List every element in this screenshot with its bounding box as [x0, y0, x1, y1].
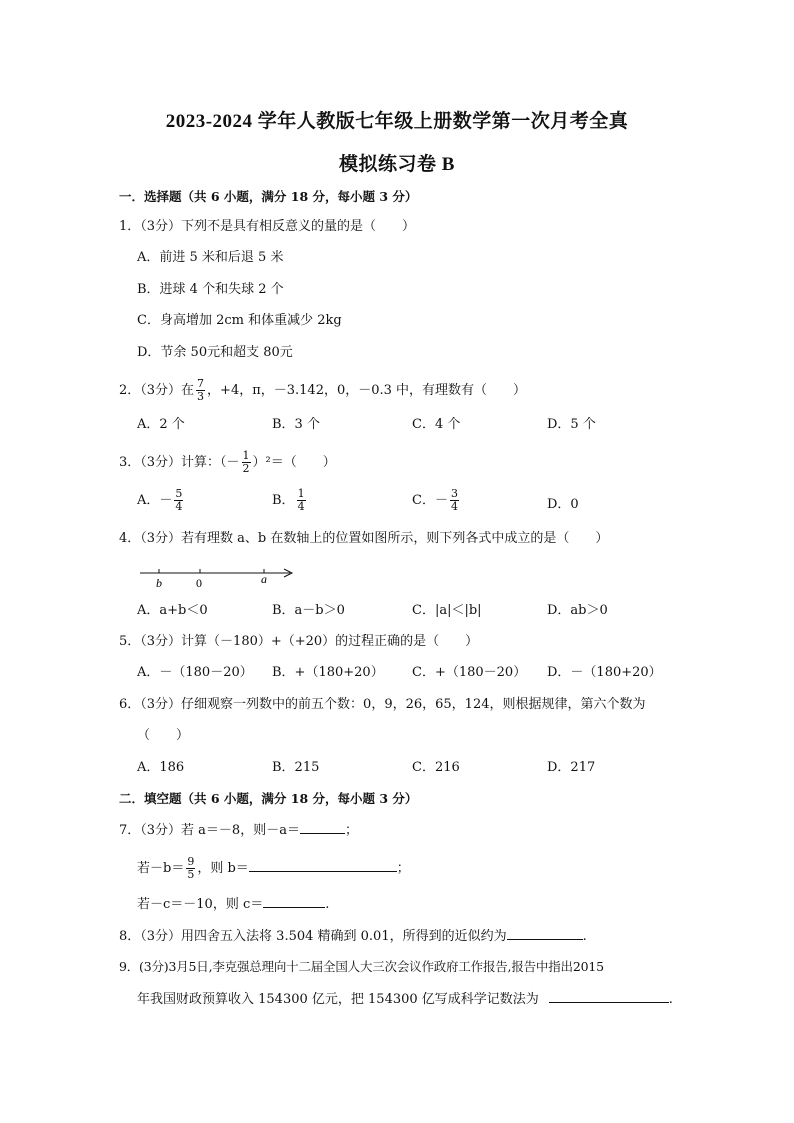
q9-end: .: [668, 992, 673, 1007]
q3-option-b-label: B．: [272, 493, 295, 508]
q7-line1: [119, 820, 358, 840]
q3-option-a-label: A．－: [137, 493, 173, 508]
q1-stem: 1．（3分）下列不是具有相反意义的量的是（ ）: [119, 219, 416, 234]
q8-stem: [119, 926, 587, 946]
q3-stem: [119, 450, 336, 475]
q3-prefix: 3．（3分）计算：（－: [119, 455, 240, 470]
q3-suffix: ）²＝（ ）: [252, 455, 336, 470]
q3-option-b-fraction: [297, 488, 306, 513]
q7-line2: [137, 856, 410, 881]
q7-answer-blank-2[interactable]: [249, 858, 397, 872]
page-title-line1: 2023-2024 学年人教版七年级上册数学第一次月考全真: [165, 111, 629, 132]
q6-option-d: D．217: [547, 760, 596, 775]
q7-line3: [137, 894, 329, 914]
q2-suffix: ，+4，π，－3.142，0，－0.3 中，有理数有（ ）: [207, 383, 527, 398]
q1-option-a: A．前进 5 米和后退 5 米: [137, 250, 284, 265]
q3-option-d: D．0: [547, 497, 579, 512]
q3-option-b-num: 1: [297, 487, 305, 500]
q7-answer-blank-3[interactable]: [263, 894, 325, 908]
q3-option-b: [272, 488, 308, 513]
q3-option-c-fraction: [450, 488, 459, 513]
q2-option-b: B．3 个: [272, 417, 320, 432]
q8-answer-blank[interactable]: [507, 926, 583, 940]
q1-option-c: C．身高增加 2cm 和体重减少 2kg: [137, 313, 342, 328]
q2-fraction: [196, 378, 205, 403]
q7-frac-den: 5: [187, 868, 195, 881]
q7-frac-num: 9: [187, 855, 195, 868]
q5-option-b: B．+（180+20）: [272, 665, 384, 680]
number-line-label-zero: 0: [196, 576, 202, 590]
q7-line3-end: .: [325, 897, 330, 912]
q3-option-b-den: 4: [297, 500, 305, 513]
q7-line2-text: 若－b＝: [137, 861, 185, 876]
q3-frac-den: 2: [242, 462, 250, 475]
q7-line2-end: ；: [396, 861, 410, 876]
q6-option-a: A．186: [137, 760, 185, 775]
q3-fraction: [242, 450, 251, 475]
q2-stem: [119, 378, 526, 403]
number-line-label-b: b: [156, 576, 162, 590]
q4-stem: 4．（3分）若有理数 a、b 在数轴上的位置如图所示，则下列各式中成立的是（ ）: [119, 531, 609, 546]
q2-frac-num: 7: [197, 377, 205, 390]
q3-option-c-label: C．－: [412, 493, 448, 508]
q6-stem-continued: （ ）: [137, 728, 190, 743]
q3-option-c: [412, 488, 461, 513]
q6-option-c: C．216: [412, 760, 460, 775]
q6-stem: 6．（3分）仔细观察一列数中的前五个数：0，9，26，65，124，则根据规律，第六个数为: [119, 697, 646, 712]
q3-option-a-num: 5: [175, 487, 183, 500]
q7-line1-text: 7．（3分）若 a＝－8，则－a＝: [119, 823, 300, 838]
q4-option-c: C．|a|＜|b|: [412, 603, 482, 618]
q4-option-a: A．a+b＜0: [137, 603, 208, 618]
q9-line2: [137, 989, 673, 1009]
q3-option-c-den: 4: [450, 500, 458, 513]
q8-end: .: [582, 929, 587, 944]
q7-line1-end: ；: [344, 823, 358, 838]
q4-option-b: B．a－b＞0: [272, 603, 345, 618]
q3-option-a-fraction: [174, 488, 183, 513]
q2-frac-den: 3: [197, 390, 205, 403]
number-line-figure: [138, 563, 298, 593]
q3-option-a-den: 4: [175, 500, 183, 513]
q6-option-b: B．215: [272, 760, 320, 775]
q1-option-b: B．进球 4 个和失球 2 个: [137, 282, 284, 297]
q5-option-c: C．+（180－20）: [412, 665, 527, 680]
q9-line2-text: 年我国财政预算收入 154300 亿元，把 154300 亿写成科学记数法为: [137, 992, 539, 1007]
q7-line3-text: 若－c＝－10，则 c＝: [137, 897, 264, 912]
q3-option-c-num: 3: [450, 487, 458, 500]
number-line-label-a: a: [261, 572, 267, 586]
section1-heading: 一．选择题（共 6 小题，满分 18 分，每小题 3 分）: [119, 189, 418, 204]
q2-option-d: D．5 个: [547, 417, 596, 432]
q7-answer-blank-1[interactable]: [300, 820, 345, 834]
q5-stem: 5．（3分）计算（－180）+（+20）的过程正确的是（ ）: [119, 634, 479, 649]
q2-prefix: 2．（3分）在: [119, 383, 195, 398]
q7-line2-mid: ，则 b＝: [197, 861, 249, 876]
q4-option-d: D．ab＞0: [547, 603, 608, 618]
section2-heading: 二．填空题（共 6 小题，满分 18 分，每小题 3 分）: [119, 791, 418, 806]
q2-option-a: A．2 个: [137, 417, 185, 432]
q7-fraction: [186, 856, 195, 881]
q3-frac-num: 1: [242, 449, 250, 462]
q2-option-c: C．4 个: [412, 417, 461, 432]
q8-text: 8．（3分）用四舍五入法将 3.504 精确到 0.01，所得到的近似约为: [119, 929, 507, 944]
q1-option-d: D．节余 50元和超支 80元: [137, 345, 293, 360]
q5-option-d: D．－（180+20）: [547, 665, 662, 680]
q3-option-a: [137, 488, 185, 513]
page-title-line2: 模拟练习卷 B: [339, 154, 455, 175]
q9-line1: 9．(3分)3月5日,李克强总理向十二届全国人大三次会议作政府工作报告,报告中指出2015: [119, 959, 604, 974]
q5-option-a: A．－（180－20）: [137, 665, 253, 680]
q9-answer-blank[interactable]: [549, 989, 669, 1003]
